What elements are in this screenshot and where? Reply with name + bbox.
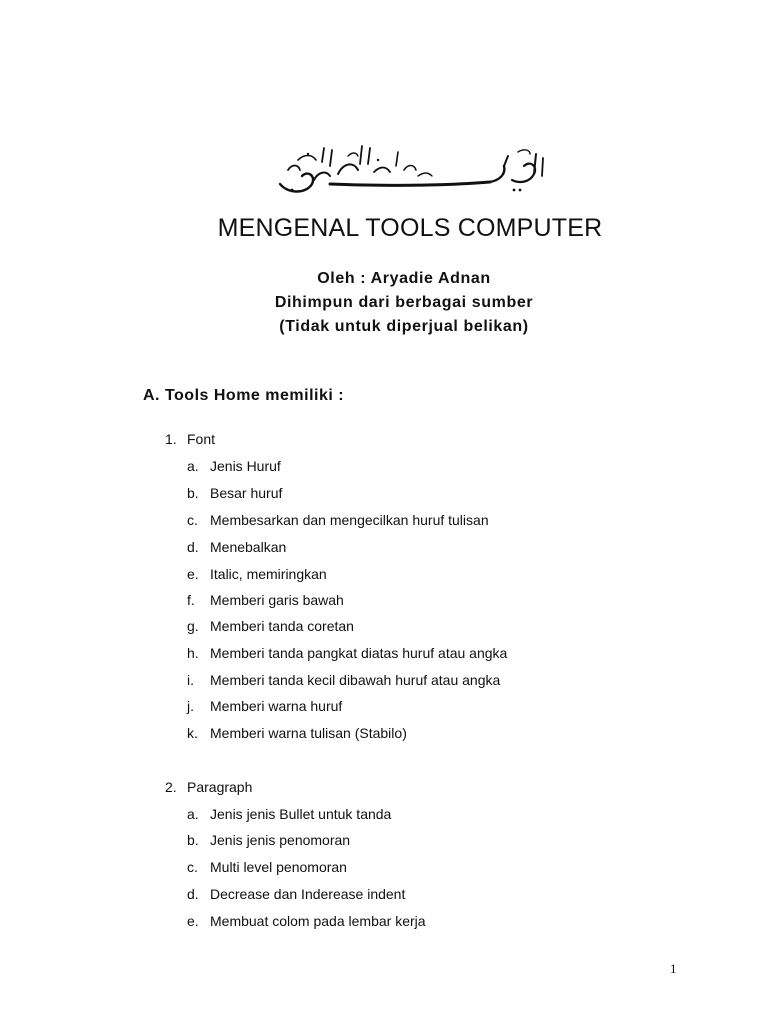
- list-item-marker: b.: [187, 832, 199, 848]
- page-number: 1: [670, 961, 677, 976]
- list-item: Memberi tanda kecil dibawah huruf atau angka: [210, 672, 501, 688]
- list-item-marker: a.: [187, 458, 199, 474]
- section-heading: A. Tools Home memiliki :: [143, 387, 345, 404]
- list-item: Multi level penomoran: [210, 859, 347, 875]
- list-item: Memberi garis bawah: [210, 592, 344, 608]
- list-item: Jenis jenis penomoran: [210, 832, 351, 848]
- list-item: Decrease dan Inderease indent: [210, 886, 406, 902]
- list-item-marker: h.: [187, 645, 199, 661]
- list-item-marker: d.: [187, 886, 199, 902]
- list-item: Menebalkan: [210, 539, 287, 555]
- list-item-marker: k.: [187, 725, 198, 741]
- list-item-marker: g.: [187, 618, 199, 634]
- list-item-marker: d.: [187, 539, 199, 555]
- list-item-marker: j.: [187, 698, 194, 714]
- list-number: 2.: [165, 779, 177, 795]
- disclaimer-line: (Tidak untuk diperjual belikan): [279, 318, 529, 335]
- list-number: 1.: [165, 431, 177, 447]
- list-item: Membuat colom pada lembar kerja: [210, 913, 426, 929]
- list-item: Memberi tanda pangkat diatas huruf atau angka: [210, 645, 508, 661]
- list-group-label-font: Font: [187, 431, 216, 447]
- list-item-marker: i.: [187, 672, 194, 688]
- list-item-marker: a.: [187, 806, 199, 822]
- document-title: MENGENAL TOOLS COMPUTER: [217, 214, 603, 242]
- list-group-label-paragraph: Paragraph: [187, 779, 253, 795]
- basmala-calligraphy-icon: [268, 140, 550, 198]
- list-item: Jenis jenis Bullet untuk tanda: [210, 806, 392, 822]
- list-item-marker: b.: [187, 485, 199, 501]
- list-item: Memberi tanda coretan: [210, 618, 354, 634]
- list-item-marker: f.: [187, 592, 195, 608]
- list-item: Italic, memiringkan: [210, 566, 327, 582]
- list-item-marker: c.: [187, 859, 198, 875]
- list-item-marker: e.: [187, 566, 199, 582]
- list-item-marker: e.: [187, 913, 199, 929]
- list-item: Memberi warna huruf: [210, 698, 343, 714]
- list-item: Jenis Huruf: [210, 458, 281, 474]
- list-item: Besar huruf: [210, 485, 283, 501]
- list-item: Memberi warna tulisan (Stabilo): [210, 725, 407, 741]
- list-item: Membesarkan dan mengecilkan huruf tulisan: [210, 512, 489, 528]
- source-line: Dihimpun dari berbagai sumber: [274, 294, 534, 311]
- author-line: Oleh : Aryadie Adnan: [317, 270, 491, 287]
- list-item-marker: c.: [187, 512, 198, 528]
